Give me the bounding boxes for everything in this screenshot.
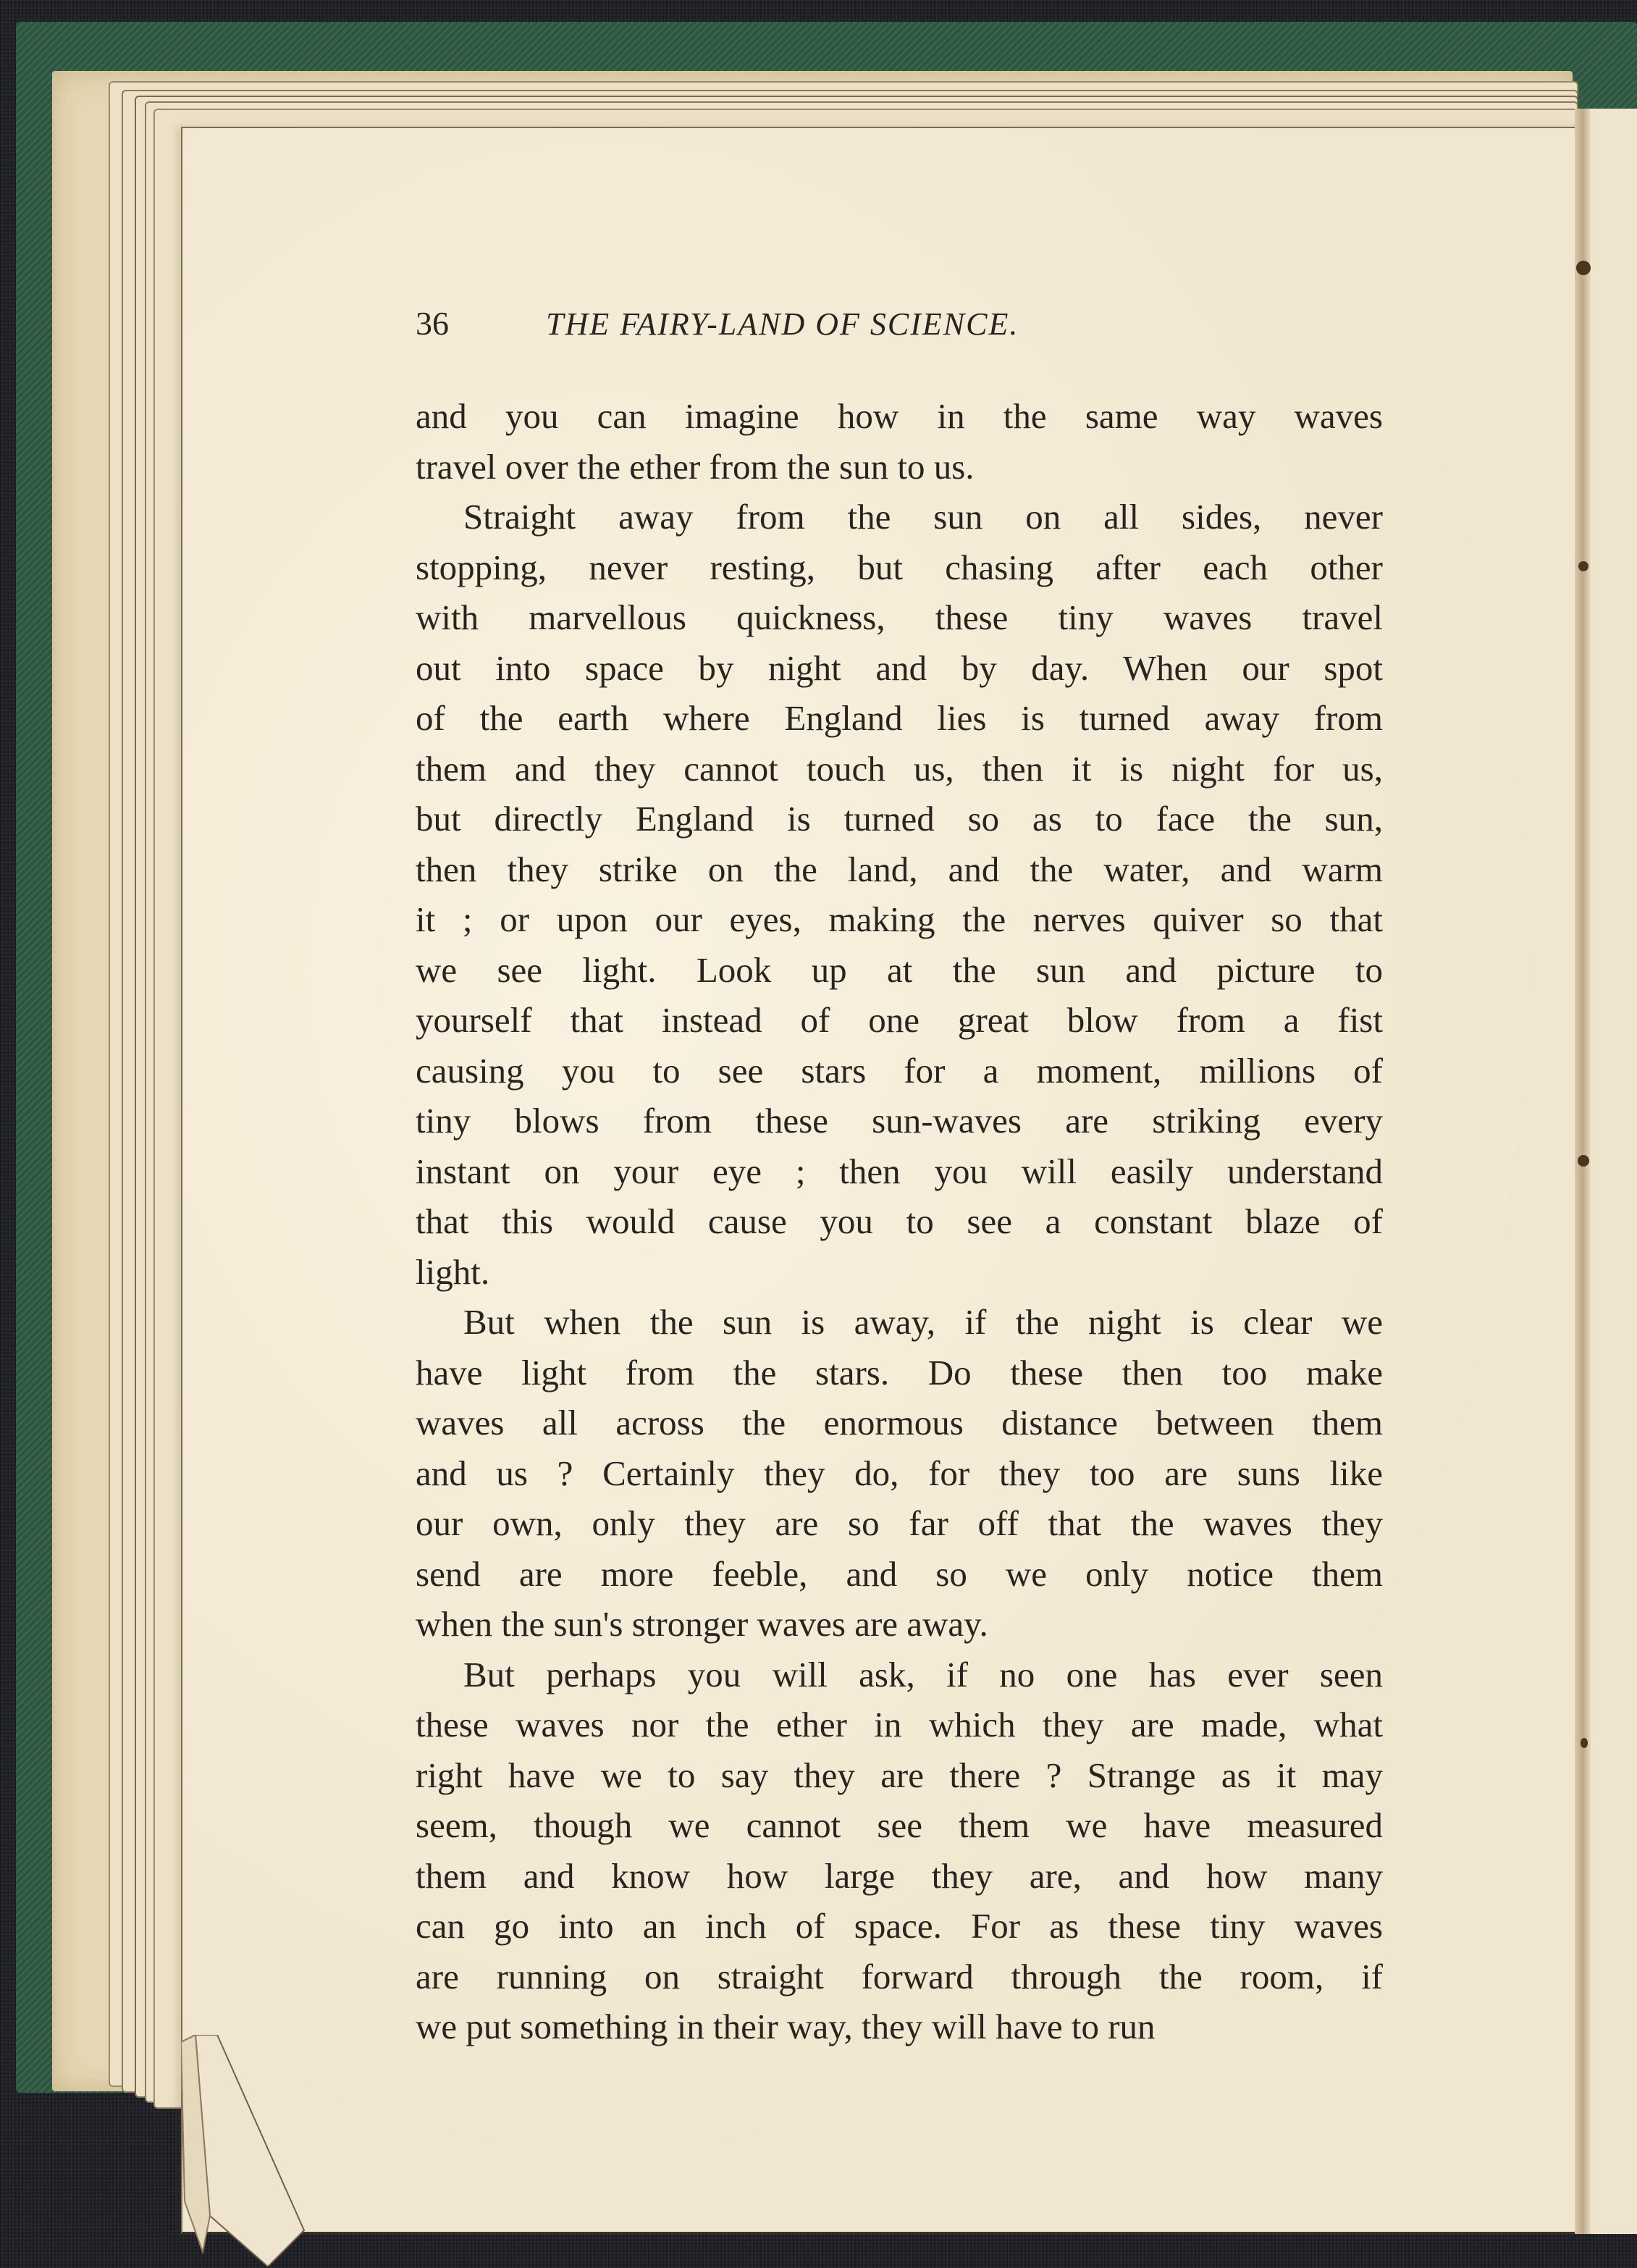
text-line-content: have light from the stars. Do these then too make bbox=[416, 1352, 1383, 1393]
text-line-content: But perhaps you will ask, if no one has ever seen bbox=[463, 1654, 1383, 1694]
text-line bbox=[416, 1247, 1383, 1298]
text-line bbox=[416, 1096, 1383, 1146]
text-line bbox=[416, 794, 1383, 844]
paragraph bbox=[416, 1650, 1383, 2052]
text-line-content: instant on your eye ; then you will easily understand bbox=[416, 1151, 1383, 1191]
text-line bbox=[416, 1800, 1383, 1851]
text-line-content: stopping, never resting, but chasing after each other bbox=[416, 547, 1383, 587]
text-line-content: these waves nor the ether in which they are made, what bbox=[416, 1705, 1383, 1744]
text-line-content: and us ? Certainly they do, for they too are suns like bbox=[416, 1453, 1383, 1493]
text-line bbox=[416, 1297, 1383, 1348]
text-line-content: right have we to say they are there ? Strange as it may bbox=[416, 1755, 1383, 1795]
text-line-content: causing you to see stars for a moment, millions of bbox=[416, 1050, 1383, 1091]
page-number: 36 bbox=[416, 305, 449, 342]
text-line-content: when the sun's stronger waves are away. bbox=[416, 1604, 988, 1644]
text-line-content: them and know how large they are, and how many bbox=[416, 1855, 1383, 1896]
text-line bbox=[416, 1398, 1383, 1448]
text-line bbox=[416, 542, 1383, 593]
text-line-content: we see light. Look up at the sun and picture to bbox=[416, 949, 1383, 990]
text-line bbox=[416, 492, 1383, 542]
text-line bbox=[416, 693, 1383, 744]
text-line-content: seem, though we cannot see them we have measured bbox=[416, 1805, 1383, 1845]
text-line bbox=[416, 844, 1383, 895]
text-line-content: it ; or upon our eyes, making the nerves quiver so that bbox=[416, 899, 1383, 939]
text-line-content: of the earth where England lies is turned away from bbox=[416, 698, 1383, 738]
text-line-content: out into space by night and by day. When our spot bbox=[416, 647, 1383, 688]
text-line-content: send are more feeble, and so we only notice them bbox=[416, 1553, 1383, 1594]
text-line-content: tiny blows from these sun-waves are striking every bbox=[416, 1101, 1383, 1141]
text-line-content: are running on straight forward through the room, if bbox=[416, 1956, 1383, 1996]
book-gutter bbox=[1575, 109, 1591, 2234]
text-line-content: But when the sun is away, if the night is clear we bbox=[463, 1302, 1383, 1342]
text-line-content: we put something in their way, they will have to run bbox=[416, 2007, 1156, 2046]
text-line bbox=[416, 1750, 1383, 1801]
text-line-content: yourself that instead of one great blow from a fist bbox=[416, 1000, 1383, 1040]
body-text bbox=[416, 391, 1383, 2052]
text-line-content: then they strike on the land, and the water, and warm bbox=[416, 849, 1383, 889]
text-line-content: Straight away from the sun on all sides, never bbox=[463, 497, 1383, 537]
text-line bbox=[416, 1851, 1383, 1902]
text-line bbox=[416, 1448, 1383, 1499]
text-line-content: our own, only they are so far off that the waves they bbox=[416, 1503, 1383, 1543]
text-line bbox=[416, 995, 1383, 1046]
binding-stitch-icon bbox=[1581, 1738, 1588, 1748]
paragraph bbox=[416, 391, 1383, 492]
binding-stitch-icon bbox=[1576, 261, 1591, 275]
page-text-block bbox=[416, 304, 1383, 2052]
text-line bbox=[416, 1146, 1383, 1197]
text-line-content: waves all across the enormous distance between them bbox=[416, 1403, 1383, 1442]
text-line bbox=[416, 1348, 1383, 1398]
text-line-content: them and they cannot touch us, then it is night for us, bbox=[416, 748, 1383, 789]
binding-stitch-icon bbox=[1578, 1155, 1589, 1167]
binding-stitch-icon bbox=[1578, 561, 1588, 571]
folded-page-corner bbox=[181, 2035, 311, 2267]
text-line bbox=[416, 1952, 1383, 2002]
text-line bbox=[416, 643, 1383, 694]
text-line-content: travel over the ether from the sun to us. bbox=[416, 446, 975, 487]
text-line bbox=[416, 1498, 1383, 1549]
folded-corner-flap bbox=[195, 2035, 304, 2267]
text-line-content: light. bbox=[416, 1251, 490, 1292]
paragraph bbox=[416, 492, 1383, 1297]
facing-page-edge bbox=[1591, 109, 1637, 2234]
text-line bbox=[416, 391, 1383, 442]
text-line bbox=[416, 945, 1383, 996]
text-line bbox=[416, 1650, 1383, 1700]
text-line-content: that this would cause you to see a constant blaze of bbox=[416, 1201, 1383, 1241]
text-line bbox=[416, 2002, 1383, 2052]
text-line bbox=[416, 1046, 1383, 1096]
text-line bbox=[416, 442, 1383, 492]
running-title: THE FAIRY-LAND OF SCIENCE. bbox=[546, 306, 1019, 342]
paragraph bbox=[416, 1297, 1383, 1650]
text-line bbox=[416, 894, 1383, 945]
text-line-content: but directly England is turned so as to face the sun, bbox=[416, 799, 1383, 839]
text-line bbox=[416, 1549, 1383, 1600]
text-line bbox=[416, 744, 1383, 794]
text-line-content: and you can imagine how in the same way waves bbox=[416, 396, 1383, 436]
text-line-content: can go into an inch of space. For as these tiny waves bbox=[416, 1906, 1383, 1946]
text-line bbox=[416, 1700, 1383, 1750]
running-head bbox=[416, 304, 1383, 377]
text-line bbox=[416, 592, 1383, 643]
text-line-content: with marvellous quickness, these tiny waves travel bbox=[416, 597, 1383, 637]
text-line bbox=[416, 1599, 1383, 1650]
text-line bbox=[416, 1196, 1383, 1247]
text-line bbox=[416, 1901, 1383, 1952]
